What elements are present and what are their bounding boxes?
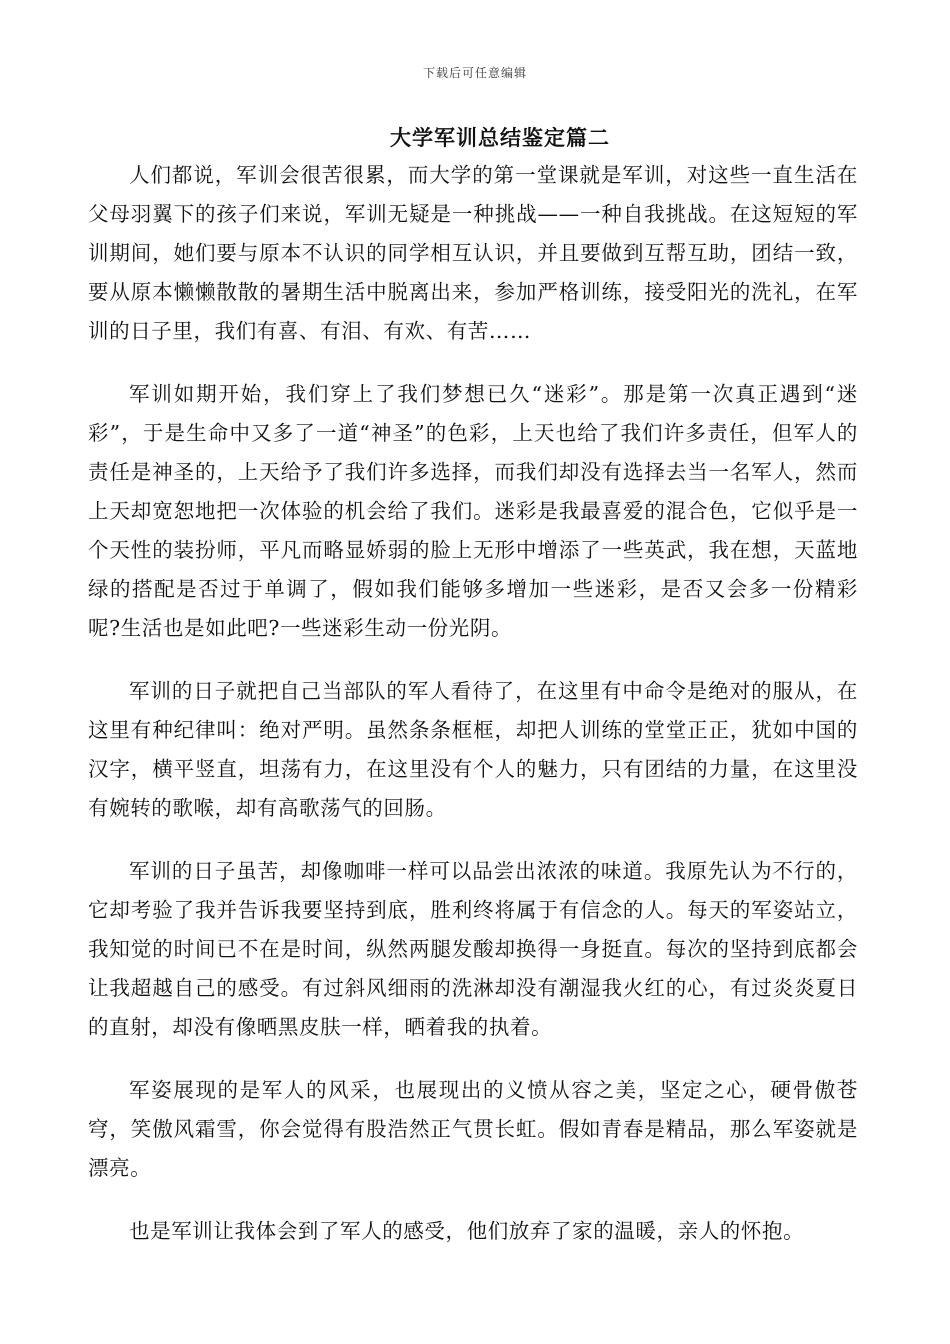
paragraph-4: 军训的日子虽苦，却像咖啡一样可以品尝出浓浓的味道。我原先认为不行的，它却考验了我并告诉我要坚持到底，胜利终将属于有信念的人。每天的军姿站立，我知觉的时间已不在是时间，纵然两腿发酸却换得一身挺直。每次的坚持到底都会让我超越自己的感受。有过斜风细雨的洗淋却没有潮湿我火红的心，有过炎炎夏日的直射，却没有像晒黑皮肤一样，晒着我的执着。 [88, 859, 858, 1039]
document-body [88, 156, 858, 1275]
paragraph-5: 军姿展现的是军人的风采，也展现出的义愤从容之美，坚定之心，硬骨傲苍穹，笑傲风霜雪，你会觉得有股浩然正气贯长虹。假如青春是精品，那么军姿就是漂亮。 [88, 1078, 858, 1180]
paragraph-3: 军训的日子就把自己当部队的军人看待了，在这里有中命令是绝对的服从，在这里有种纪律叫：绝对严明。虽然条条框框，却把人训练的堂堂正正，犹如中国的汉字，横平竖直，坦荡有力，在这里没有个人的魅力，只有团结的力量，在这里没有婉转的歌喉，却有高歌荡气的回肠。 [88, 679, 858, 820]
paragraph-6: 也是军训让我体会到了军人的感受，他们放弃了家的温暖，亲人的怀抱。 [129, 1219, 805, 1243]
document-title: 大学军训总结鉴定篇二 [390, 125, 610, 150]
paragraph-1: 人们都说，军训会很苦很累，而大学的第一堂课就是军训，对这些一直生活在父母羽翼下的孩子们来说，军训无疑是一种挑战——一种自我挑战。在这短短的军训期间，她们要与原本不认识的同学相互认识，并且要做到互帮互助，团结一致，要从原本懒懒散散的暑期生活中脱离出来，参加严格训练，接受阳光的洗礼，在军训的日子里，我们有喜、有泪、有欢、有苦…… [88, 163, 858, 343]
paragraph-2: 军训如期开始，我们穿上了我们梦想已久“迷彩”。那是第一次真正遇到“迷彩”，于是生命中又多了一道“神圣”的色彩，上天也给了我们许多责任，但军人的责任是神圣的，上天给予了我们许多选择，而我们却没有选择去当一名军人，然而上天却宽恕地把一次体验的机会给了我们。迷彩是我最喜爱的混合色，它似乎是一个天性的装扮师，平凡而略显娇弱的脸上无形中增添了一些英武，我在想，天蓝地绿的搭配是否过于单调了，假如我们能够多增加一些迷彩，是否又会多一份精彩呢?生活也是如此吧?一些迷彩生动一份光阴。 [88, 382, 858, 640]
header-note: 下载后可任意编辑 [422, 66, 527, 80]
